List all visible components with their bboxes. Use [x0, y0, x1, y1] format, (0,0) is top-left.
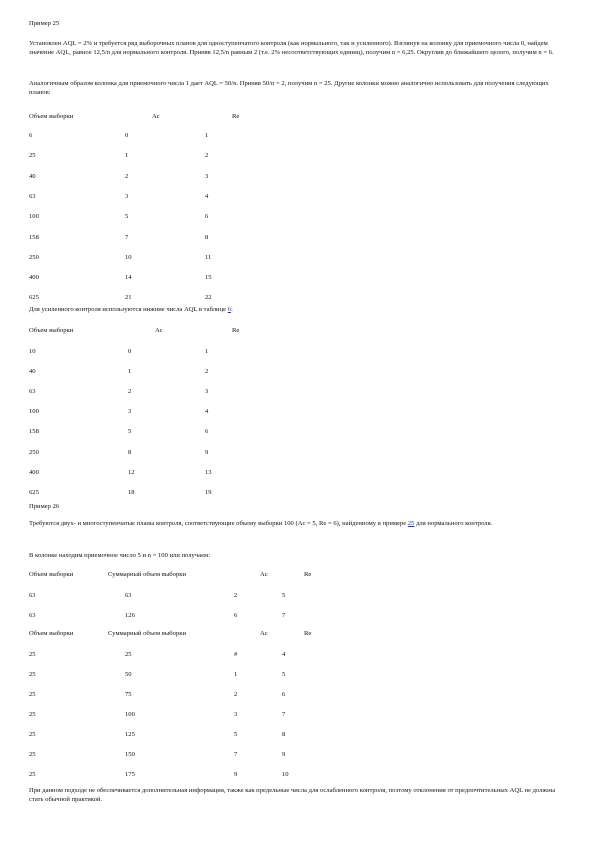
table-cell: 7 [234, 751, 238, 758]
table-cell: 11 [205, 253, 212, 261]
table-cell: 3 [205, 388, 209, 396]
column-header: Объем выборки [29, 571, 74, 578]
table-cell: 10 [29, 348, 36, 355]
table-cell: 2 [205, 368, 209, 376]
table-cell: 63 [29, 592, 36, 599]
column-header: Ac [260, 571, 268, 578]
table-cell: 63 [29, 192, 36, 200]
table-cell: 2 [205, 152, 209, 160]
table-cell: 2 [234, 592, 238, 599]
column-header: Объем выборки [29, 630, 74, 637]
table-cell: 8 [205, 233, 209, 241]
table-cell: 25 [29, 711, 36, 718]
table-cell: 25 [29, 671, 36, 678]
table-cell: 5 [234, 731, 238, 738]
example-26-paragraph-3: При данном подходе не обеспечивается дополнительная информация, также как предельные числа для ослабленного контроля, поэтому отклонения от предпочтительных AQL не должны стать обычной практикой. [29, 787, 556, 803]
example-26-paragraph-2: В колонке находим приемочное число 5 и n = 100 или получаем: [29, 552, 211, 559]
paragraph-3-suffix: : [230, 306, 233, 313]
table-cell: 9 [234, 771, 238, 778]
table-cell: 8 [282, 731, 286, 738]
table-cell: 100 [29, 213, 39, 221]
example-26-heading: Пример 26 [29, 503, 60, 510]
column-header: Объем выборки [29, 327, 74, 334]
table-cell: 3 [205, 172, 209, 180]
table-cell: 25 [29, 651, 36, 658]
table-cell: 5 [125, 213, 129, 221]
table-cell: 1 [234, 671, 238, 678]
table-cell: 250 [29, 253, 39, 261]
table-cell: 400 [29, 468, 39, 476]
example-25-heading: Пример 25 [29, 20, 60, 27]
column-header: Суммарный объем выборки [108, 571, 186, 578]
table-6-link[interactable]: 6 [227, 306, 231, 313]
table-cell: 175 [125, 771, 135, 778]
table-cell: 2 [234, 691, 238, 698]
table-cell: 1 [128, 368, 132, 376]
table-cell: 10 [125, 253, 132, 261]
table-cell: 158 [29, 233, 39, 241]
table-cell: 1 [205, 132, 209, 139]
table-cell: 14 [125, 274, 132, 282]
table-cell: 6 [205, 213, 209, 221]
table-cell: 0 [128, 348, 132, 355]
column-header: Ac [155, 327, 163, 334]
table-cell: 6 [234, 612, 238, 619]
table-cell: 2 [128, 388, 132, 396]
table-cell: 3 [125, 192, 129, 200]
column-header: Re [304, 571, 312, 578]
table-cell: 9 [282, 751, 286, 758]
table-cell: 4 [205, 192, 209, 200]
table-cell: 158 [29, 428, 39, 436]
table-cell: 625 [29, 488, 39, 496]
paragraph-1-suffix: для нормального контроля. [414, 520, 493, 527]
column-header: Re [232, 327, 240, 334]
table-cell: 400 [29, 274, 39, 282]
table-cell: 40 [29, 368, 36, 376]
table-cell: 3 [234, 711, 238, 718]
table-cell: 50 [125, 671, 132, 678]
column-header: Объем выборки [29, 113, 74, 120]
table-cell: 75 [125, 691, 132, 698]
example-26-paragraph-1 [29, 520, 569, 529]
table-cell: 40 [29, 172, 36, 180]
table-cell: 6 [205, 428, 209, 436]
table-cell: 1 [205, 348, 209, 355]
table-cell: 150 [125, 751, 135, 758]
table-cell: 9 [205, 448, 209, 456]
table-cell: 5 [128, 428, 132, 436]
table-cell: 126 [125, 612, 135, 619]
table-cell: 125 [125, 731, 135, 738]
table-cell: 250 [29, 448, 39, 456]
table-cell: 22 [205, 294, 212, 302]
table-cell: 63 [125, 592, 132, 599]
table-cell: 3 [128, 408, 132, 416]
column-header: Ac [260, 630, 268, 637]
column-header: Re [232, 113, 240, 120]
example-25-paragraph-1: Установлен AQL = 2% и требуется ряд выборочных планов для одноступенчатого контроля (как нормального, так и усиленного). Взглянув на колонку для приемочного числа 0, найдем значение AQL, равное 12,5/n для нормального контроля. Приняв 12,5/n равным 2 (т.е. 2% несоответствующих единиц), получим n = 6,25. Округлив до ближайшего целого, получим n = 6. [29, 40, 554, 56]
example-25-link[interactable]: 25 [407, 520, 415, 527]
table-cell: 7 [125, 233, 129, 241]
table-cell: # [234, 651, 238, 658]
table-cell: 13 [205, 468, 212, 476]
table-cell: 15 [205, 274, 212, 282]
table-cell: 4 [282, 651, 286, 658]
table-cell: 25 [29, 731, 36, 738]
table-cell: 0 [125, 132, 129, 139]
example-25-paragraph-3 [29, 306, 569, 315]
table-cell: 2 [125, 172, 129, 180]
table-cell: 63 [29, 388, 36, 396]
table-cell: 25 [29, 771, 36, 778]
table-cell: 63 [29, 612, 36, 619]
paragraph-1-text: Требуются двух- и многоступенчатые планы контроля, соответствующие объему выборки 100 (Ac = 5, Re = 6), найденному в примере [29, 520, 408, 527]
table-cell: 10 [282, 771, 289, 778]
table-cell: 19 [205, 488, 212, 496]
column-header: Re [304, 630, 312, 637]
table-cell: 7 [282, 711, 286, 718]
table-cell: 25 [29, 751, 36, 758]
table-cell: 1 [125, 152, 129, 160]
paragraph-3-text: Для усиленного контроля используются нижние числа AQL в таблице [29, 306, 228, 313]
table-cell: 6 [282, 691, 286, 698]
table-cell: 7 [282, 612, 286, 619]
table-cell: 6 [29, 132, 33, 139]
table-cell: 25 [29, 152, 36, 160]
table-cell: 625 [29, 294, 39, 302]
table-cell: 12 [128, 468, 135, 476]
example-25-paragraph-2: Аналогичным образом колонка для приемочного числа 1 дает AQL = 50/n. Приняв 50/n = 2, получим n = 25. Другие колонки можно аналогично использовать для получения следующих планов: [29, 80, 549, 96]
table-cell: 21 [125, 294, 132, 302]
table-cell: 25 [125, 651, 132, 658]
table-cell: 100 [29, 408, 39, 416]
table-cell: 5 [282, 671, 286, 678]
table-cell: 5 [282, 592, 286, 599]
table-cell: 8 [128, 448, 132, 456]
table-cell: 25 [29, 691, 36, 698]
table-cell: 18 [128, 488, 135, 496]
table-cell: 4 [205, 408, 209, 416]
column-header: Ac [152, 113, 160, 120]
table-cell: 100 [125, 711, 135, 718]
column-header: Суммарный объем выборки [108, 630, 186, 637]
